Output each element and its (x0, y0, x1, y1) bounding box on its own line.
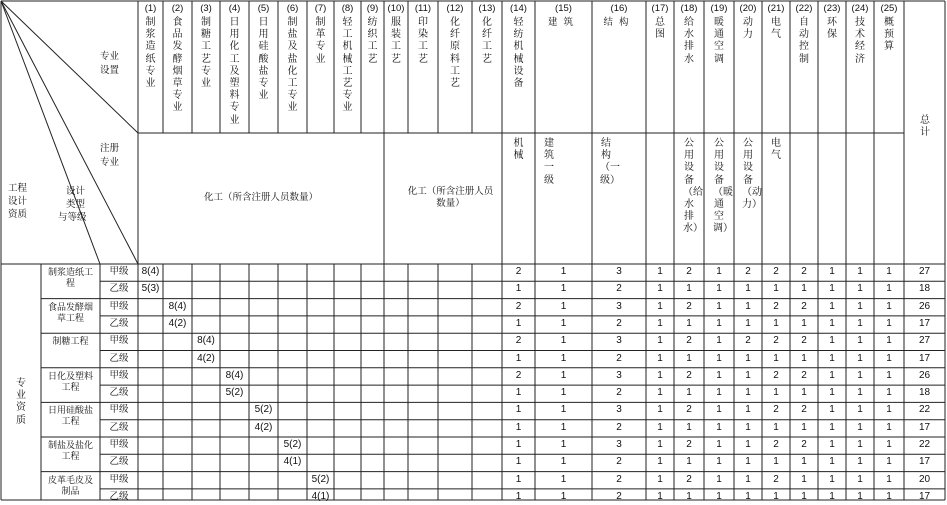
column-number: (9) (366, 3, 379, 14)
service-count: 2 (773, 300, 779, 312)
service-count: 2 (616, 352, 622, 364)
column-name: 制糖工艺专业 (201, 17, 211, 90)
service-count: 1 (801, 490, 807, 502)
column-number: (10) (387, 3, 405, 14)
row-total: 17 (918, 456, 931, 468)
service-count: 1 (745, 404, 751, 416)
service-count: 1 (829, 421, 835, 433)
service-count: 1 (801, 421, 807, 433)
service-count: 1 (773, 421, 779, 433)
professional-count: 5(2) (254, 404, 273, 416)
service-count: 1 (745, 473, 751, 485)
service-count: 1 (716, 473, 722, 485)
column-number: (17) (651, 3, 669, 14)
service-count: 1 (886, 352, 892, 364)
service-count: 1 (515, 421, 522, 433)
service-count: 3 (616, 439, 622, 450)
service-count: 1 (716, 266, 722, 277)
service-count: 1 (657, 266, 663, 277)
service-count: 1 (716, 404, 722, 416)
service-count: 1 (657, 456, 663, 468)
column-number: (3) (200, 3, 212, 14)
service-count: 1 (829, 473, 835, 485)
row-total: 22 (918, 439, 931, 450)
service-count: 1 (745, 439, 751, 450)
registered-nuantong: 公用设备（暖通空调） (713, 138, 733, 235)
label-sheji-leixing: 类型 (66, 199, 86, 210)
service-count: 2 (686, 266, 692, 277)
project-name: 制糖工程 (52, 337, 89, 348)
column-number: (20) (739, 3, 757, 14)
professional-count: 5(2) (311, 473, 330, 485)
service-count: 2 (773, 266, 779, 277)
row-total: 22 (918, 404, 931, 416)
service-count: 3 (616, 404, 622, 416)
column-name: 服装工艺 (391, 17, 401, 65)
service-count: 2 (515, 266, 522, 277)
service-count: 2 (616, 490, 622, 502)
service-count: 1 (745, 300, 751, 312)
service-count: 2 (801, 439, 807, 450)
service-count: 2 (686, 369, 692, 381)
service-count: 1 (857, 387, 863, 399)
service-count: 2 (773, 335, 779, 347)
service-count: 1 (716, 300, 722, 312)
service-count: 1 (657, 283, 663, 295)
service-count: 1 (886, 490, 892, 502)
row-total: 27 (918, 335, 931, 347)
service-count: 1 (515, 456, 522, 468)
service-count: 1 (515, 473, 522, 485)
service-count: 1 (657, 352, 663, 364)
service-count: 1 (716, 421, 722, 433)
label-zhuanye-shezhi: 专业设置 (100, 51, 120, 76)
grade-label: 乙级 (109, 283, 129, 295)
service-count: 1 (716, 317, 722, 329)
service-count: 1 (857, 473, 863, 485)
service-count: 2 (616, 317, 622, 329)
column-name: 轻纺机械设备 (513, 17, 524, 90)
row-total: 17 (918, 317, 931, 329)
service-count: 1 (560, 300, 567, 312)
service-count: 1 (886, 283, 892, 295)
service-count: 2 (616, 456, 622, 468)
service-count: 1 (560, 439, 567, 450)
column-name: 纺织工艺 (367, 17, 378, 65)
service-count: 1 (857, 439, 863, 450)
professional-count: 8(4) (168, 300, 187, 312)
column-number: (1) (144, 3, 157, 14)
service-count: 1 (886, 266, 892, 277)
service-count: 1 (716, 490, 722, 502)
column-number: (13) (478, 3, 496, 14)
label-sheji-leixing: 设计 (66, 186, 86, 197)
service-count: 1 (886, 317, 892, 329)
service-count: 1 (857, 404, 863, 416)
professional-count: 4(2) (254, 421, 273, 433)
service-count: 1 (686, 421, 692, 433)
grade-label: 乙级 (109, 317, 129, 329)
grade-label: 乙级 (109, 421, 129, 433)
service-count: 1 (560, 317, 567, 329)
service-count: 1 (829, 404, 835, 416)
registered-jiegou: 结构（一级） (600, 138, 620, 186)
service-count: 1 (829, 456, 835, 468)
project-name: 日化及塑料工程 (47, 371, 93, 393)
service-count: 1 (801, 283, 807, 295)
service-count: 1 (716, 456, 722, 468)
service-count: 2 (616, 473, 622, 485)
service-count: 1 (829, 387, 835, 399)
service-count: 1 (657, 490, 663, 502)
column-number: (8) (341, 3, 354, 14)
service-count: 2 (686, 404, 692, 416)
service-count: 1 (657, 369, 663, 381)
service-count: 1 (657, 421, 663, 433)
service-count: 1 (886, 369, 892, 381)
registered-jianzhu: 建筑一级 (544, 138, 554, 186)
service-count: 1 (829, 335, 835, 347)
label-gongcheng-zizhi: 设计 (8, 196, 28, 207)
service-count: 1 (886, 473, 892, 485)
service-count: 1 (745, 387, 751, 399)
service-count: 1 (886, 456, 892, 468)
service-count: 2 (686, 300, 692, 312)
service-count: 1 (515, 317, 522, 329)
professional-count: 4(2) (197, 352, 215, 364)
service-count: 1 (560, 335, 567, 347)
service-count: 1 (886, 421, 892, 433)
service-count: 1 (857, 369, 863, 381)
grade-label: 甲级 (109, 404, 129, 416)
service-count: 2 (745, 266, 751, 277)
service-count: 1 (745, 352, 751, 364)
column-number: (5) (257, 3, 270, 14)
service-count: 1 (657, 439, 663, 450)
service-count: 1 (686, 387, 692, 399)
registered-dongli: 公用设备（动力） (742, 138, 762, 211)
service-count: 1 (773, 490, 779, 502)
service-count: 1 (515, 404, 522, 416)
column-name: 结构 (603, 17, 635, 28)
service-count: 1 (829, 490, 835, 502)
column-number: (23) (823, 3, 841, 14)
service-count: 1 (857, 317, 863, 329)
service-count: 1 (515, 490, 522, 502)
registered-jixie: 机械 (513, 138, 524, 162)
service-count: 1 (801, 456, 807, 468)
column-number: (18) (680, 3, 698, 14)
service-count: 2 (773, 473, 779, 485)
column-number: (2) (171, 3, 184, 14)
column-name: 技术经济 (855, 17, 865, 65)
service-count: 1 (801, 387, 807, 399)
column-name: 建筑 (547, 17, 579, 28)
grade-label: 乙级 (109, 490, 129, 502)
service-count: 2 (773, 369, 779, 381)
service-count: 1 (686, 456, 692, 468)
project-name: 食品发酵烟草工程 (47, 302, 93, 324)
service-count: 1 (857, 421, 863, 433)
registered-geishui: 公用设备（给水排水） (683, 138, 703, 235)
row-total: 17 (918, 490, 931, 502)
service-count: 1 (657, 335, 663, 347)
service-count: 2 (616, 283, 622, 295)
service-count: 1 (657, 473, 663, 485)
label-sheji-leixing: 与等级 (58, 212, 87, 223)
service-count: 2 (515, 335, 522, 347)
registered-chem-2: 化工（所含注册人员数量） (407, 186, 494, 209)
service-count: 1 (745, 421, 751, 433)
column-name: 总图 (655, 17, 665, 41)
service-count: 1 (560, 473, 567, 485)
service-count: 1 (716, 352, 722, 364)
service-count: 1 (560, 421, 567, 433)
corner-diagonal (1, 1, 100, 264)
column-name: 日用化工及塑料专业 (229, 17, 240, 126)
service-count: 1 (686, 283, 692, 295)
service-count: 1 (560, 283, 567, 295)
project-name: 日用硅酸盐工程 (47, 406, 93, 428)
column-name: 印染工艺 (418, 17, 428, 65)
column-number: (14) (510, 3, 527, 14)
service-count: 1 (716, 439, 722, 450)
service-count: 1 (515, 283, 522, 295)
service-count: 1 (857, 266, 863, 277)
column-name: 化纤原料工艺 (450, 17, 460, 90)
grade-label: 甲级 (109, 439, 129, 450)
column-number: (12) (446, 3, 464, 14)
grade-label: 乙级 (109, 387, 129, 399)
column-name: 自动控制 (799, 17, 809, 65)
service-count: 1 (773, 283, 779, 295)
service-count: 2 (773, 439, 779, 450)
row-total: 17 (918, 421, 931, 433)
service-count: 2 (801, 266, 807, 277)
grade-label: 甲级 (109, 335, 129, 347)
column-name: 暖通空调 (714, 17, 724, 65)
service-count: 1 (886, 439, 892, 450)
grade-label: 甲级 (109, 300, 129, 312)
service-count: 2 (616, 387, 622, 399)
service-count: 1 (716, 387, 722, 399)
service-count: 1 (560, 387, 567, 399)
column-number: (21) (767, 3, 785, 14)
service-count: 1 (686, 352, 692, 364)
column-name: 给水排水 (684, 17, 694, 65)
service-count: 1 (745, 456, 751, 468)
service-count: 1 (801, 317, 807, 329)
total-label: 总计 (920, 115, 930, 139)
professional-count: 5(2) (283, 439, 302, 450)
column-number: (16) (610, 3, 628, 14)
service-count: 1 (745, 490, 751, 502)
service-count: 1 (886, 387, 892, 399)
service-count: 2 (801, 300, 807, 312)
label-zhuce-zhuanye: 注册专业 (100, 143, 120, 168)
service-count: 2 (686, 335, 692, 347)
row-total: 17 (918, 352, 931, 364)
service-count: 1 (515, 439, 522, 450)
service-count: 1 (745, 283, 751, 295)
professional-count: 5(3) (141, 283, 160, 295)
service-count: 1 (686, 490, 692, 502)
project-name: 制盐及盐化工程 (47, 441, 93, 462)
service-count: 2 (801, 335, 807, 347)
service-count: 1 (829, 283, 835, 295)
service-count: 2 (616, 421, 622, 433)
service-count: 1 (560, 490, 567, 502)
service-count: 1 (773, 317, 779, 329)
column-number: (4) (228, 3, 241, 14)
column-number: (7) (314, 3, 327, 14)
registered-dianqi: 电气 (771, 138, 781, 162)
column-number: (19) (710, 3, 728, 14)
service-count: 2 (773, 404, 779, 416)
service-count: 1 (829, 266, 835, 277)
service-count: 1 (829, 300, 835, 312)
service-count: 1 (657, 387, 663, 399)
service-count: 2 (745, 335, 751, 347)
service-count: 1 (773, 352, 779, 364)
column-name: 环保 (827, 17, 837, 41)
service-count: 1 (657, 300, 663, 312)
service-count: 2 (801, 369, 807, 381)
service-count: 1 (886, 404, 892, 416)
column-name: 日用硅酸盐专业 (258, 17, 269, 102)
column-number: (11) (414, 3, 432, 14)
column-name: 食品发酵烟草专业 (172, 17, 183, 114)
professional-count: 8(4) (197, 335, 215, 347)
service-count: 2 (801, 404, 807, 416)
service-count: 3 (616, 335, 622, 347)
professional-count: 4(1) (283, 456, 302, 468)
grade-label: 乙级 (109, 456, 129, 468)
grade-label: 甲级 (109, 369, 129, 381)
column-name: 制盐及盐化工专业 (287, 17, 298, 114)
service-count: 1 (560, 456, 567, 468)
professional-count: 4(1) (311, 490, 330, 502)
service-count: 1 (857, 335, 863, 347)
service-count: 1 (515, 387, 522, 399)
service-count: 1 (857, 300, 863, 312)
column-name: 概预算 (884, 17, 894, 53)
service-count: 3 (616, 266, 622, 277)
row-group-label: 专业资质 (16, 378, 26, 426)
service-count: 1 (857, 456, 863, 468)
service-count: 1 (886, 335, 892, 347)
grade-label: 甲级 (109, 473, 129, 485)
service-count: 1 (829, 439, 835, 450)
service-count: 1 (745, 369, 751, 381)
row-total: 26 (918, 369, 931, 381)
professional-count: 8(4) (141, 266, 160, 277)
column-name: 轻工机械工艺专业 (342, 17, 353, 114)
grade-label: 乙级 (109, 352, 129, 364)
column-number: (24) (851, 3, 869, 14)
project-name: 制浆造纸工程 (47, 268, 93, 289)
service-count: 3 (616, 369, 622, 381)
service-count: 2 (686, 439, 692, 450)
row-total: 20 (918, 473, 931, 485)
grade-label: 甲级 (109, 266, 129, 277)
service-count: 1 (716, 369, 722, 381)
service-count: 1 (801, 352, 807, 364)
professional-count: 4(2) (168, 317, 187, 329)
column-name: 化纤工艺 (482, 17, 492, 65)
column-number: (22) (795, 3, 813, 14)
service-count: 1 (716, 335, 722, 347)
service-count: 1 (886, 300, 892, 312)
column-name: 制浆造纸专业 (145, 17, 156, 90)
service-count: 1 (857, 283, 863, 295)
service-count: 1 (515, 352, 522, 364)
label-gongcheng-zizhi: 工程 (8, 183, 28, 194)
label-gongcheng-zizhi: 资质 (8, 209, 28, 220)
service-count: 1 (857, 352, 863, 364)
service-count: 1 (716, 283, 722, 295)
column-name: 电气 (771, 17, 781, 41)
professional-count: 8(4) (225, 369, 244, 381)
service-count: 1 (560, 404, 567, 416)
registered-chem-1: 化工（所含注册人员数量） (203, 192, 318, 203)
service-count: 2 (515, 369, 522, 381)
row-total: 18 (918, 387, 931, 399)
service-count: 3 (616, 300, 622, 312)
corner-diagonal (1, 1, 138, 264)
row-total: 26 (918, 300, 931, 312)
service-count: 1 (560, 369, 567, 381)
professional-count: 5(2) (225, 387, 244, 399)
service-count: 1 (829, 369, 835, 381)
service-count: 1 (560, 352, 567, 364)
service-count: 2 (515, 300, 522, 312)
service-count: 2 (686, 473, 692, 485)
row-total: 18 (918, 283, 931, 295)
column-name: 制革专业 (315, 17, 326, 65)
service-count: 1 (829, 317, 835, 329)
project-name: 皮革毛皮及制品 (47, 475, 93, 497)
column-name: 动力 (743, 17, 753, 41)
service-count: 1 (773, 387, 779, 399)
column-number: (25) (880, 3, 898, 14)
column-number: (6) (286, 3, 299, 14)
service-count: 1 (657, 404, 663, 416)
service-count: 1 (801, 473, 807, 485)
service-count: 1 (686, 317, 692, 329)
service-count: 1 (857, 490, 863, 502)
service-count: 1 (745, 317, 751, 329)
row-total: 27 (918, 266, 931, 277)
column-number: (15) (555, 3, 572, 14)
service-count: 1 (773, 456, 779, 468)
service-count: 1 (657, 317, 663, 329)
service-count: 1 (560, 266, 567, 277)
service-count: 1 (829, 352, 835, 364)
